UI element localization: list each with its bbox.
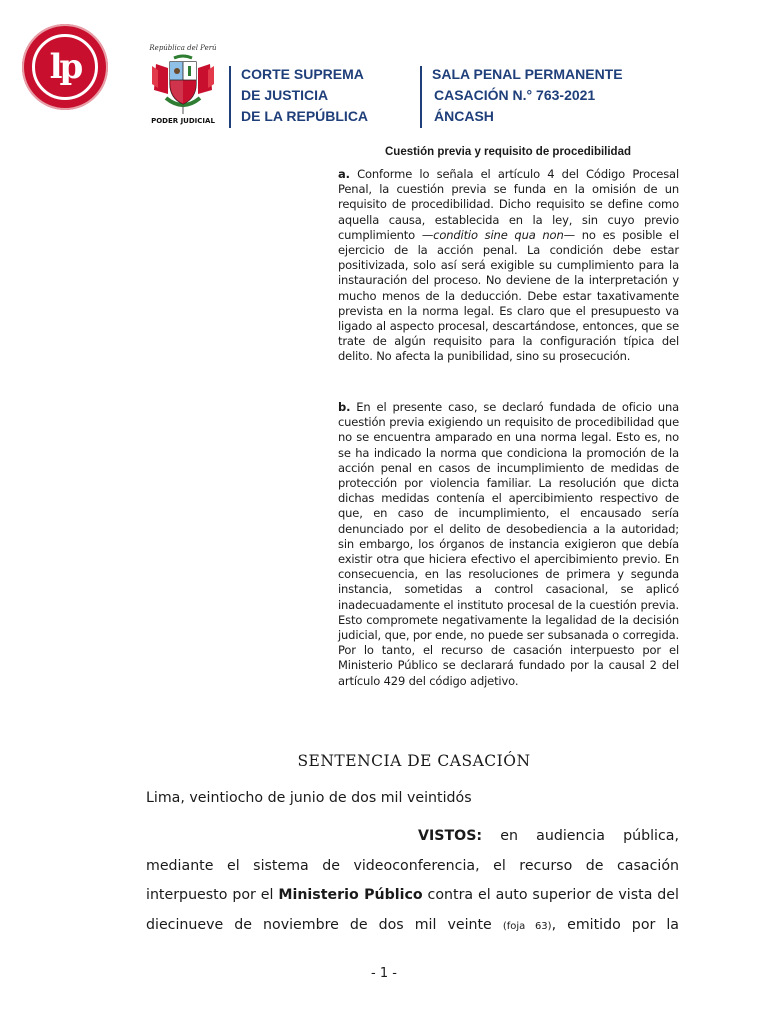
pj-republica-text: República del Perú <box>149 44 217 52</box>
court-line-2: DE JUSTICIA <box>241 87 329 103</box>
paragraph-a-text-2: — no es posible el ejercicio de la acción penal. La condición debe estar positivizada, solo así será exigible su cumplimiento para la instauración del proceso. No deviene de la interpretación y mucho menos de la deducción. Debe estar taxativamente prevista en la norma legal. Es claro que el presupuesto va ligado al aspecto procesal, descartándose, entonces, que se trate de algún requisito para la configuración típica del delito. No afecta la punibilidad, sino su prosecución. <box>338 227 679 364</box>
coat-of-arms-icon <box>148 54 218 118</box>
vistos-text-3: , emitido por la <box>551 916 679 933</box>
date-line: Lima, veintiocho de junio de dos mil veintidós <box>146 790 472 806</box>
summary-paragraph-b <box>338 400 679 689</box>
paragraph-b-marker: b. <box>338 400 351 414</box>
vistos-text-2: contra el auto superior de vista del diecinueve de noviembre de dos mil veinte <box>146 887 679 933</box>
paragraph-a-marker: a. <box>338 167 350 181</box>
region-line: ÁNCASH <box>434 108 494 124</box>
lp-logo-ring <box>32 34 98 100</box>
court-name <box>241 64 368 127</box>
court-line-3: DE LA REPÚBLICA <box>241 108 369 124</box>
lp-logo <box>22 24 108 110</box>
poder-judicial-logo <box>140 44 226 128</box>
vistos-label: VISTOS: <box>418 828 483 844</box>
sentencia-heading: SENTENCIA DE CASACIÓN <box>297 752 531 770</box>
paragraph-b-text: En el presente caso, se declaró fundada de oficio una cuestión previa exigiendo un requisito de procedibilidad que no se encuentra amparado en una norma legal. Esto es, no se ha indicado la norma que condiciona la promoción de la acción penal en casos de incumplimiento de medidas de protección por violencia familiar. La resolución que dicta dichas medidas contenía el apercibimiento respectivo de que, en caso de incumplimiento, el encausado sería denunciado por el delito de desobediencia a la autoridad; sin embargo, los órganos de instancia exigieron que debía existir otra que hiciera efectivo el apercibimiento previo. En consecuencia, en las resoluciones de primera y segunda instancia, sometidas a control casacional, se aplicó inadecuadamente el instituto procesal de la cuestión previa. Esto compromete negativamente la legalidad de la decisión judicial, que, por ende, no puede ser subsanada o corregida. Por lo tanto, el recurso de casación interpuesto por el Ministerio Público se declarará fundado por la causal 2 del artículo 429 del código adjetivo. <box>338 400 679 688</box>
sala-line: SALA PENAL PERMANENTE <box>432 66 623 82</box>
case-info <box>432 64 623 127</box>
header-rule-right <box>420 66 422 128</box>
casacion-line: CASACIÓN N.° 763-2021 <box>434 87 596 103</box>
page-number: - 1 - <box>371 966 397 981</box>
header-rule-left <box>229 66 231 128</box>
summary-title: Cuestión previa y requisito de procedibilidad <box>384 146 632 158</box>
vistos-text-1: en audiencia pública, mediante el sistema de videoconferencia, el recurso de casación interpuesto por el <box>146 828 679 903</box>
summary-paragraph-a <box>338 167 679 365</box>
paragraph-a-text-1: Conforme lo señala el artículo 4 del Código Procesal Penal, la cuestión previa se funda en la omisión de un requisito de procedibilidad. Dicho requisito se define como aquella causa, establecida en la ley, sin cuyo previo cumplimiento — <box>338 167 679 242</box>
paragraph-a-latin: conditio sine qua non <box>433 227 564 242</box>
lp-logo-text: lp <box>49 47 81 87</box>
foja-reference: (foja 63) <box>502 920 552 932</box>
vistos-paragraph <box>146 822 679 941</box>
court-line-1: CORTE SUPREMA <box>241 66 364 82</box>
ministerio-publico: Ministerio Público <box>278 887 423 903</box>
pj-label: PODER JUDICIAL <box>151 117 215 125</box>
